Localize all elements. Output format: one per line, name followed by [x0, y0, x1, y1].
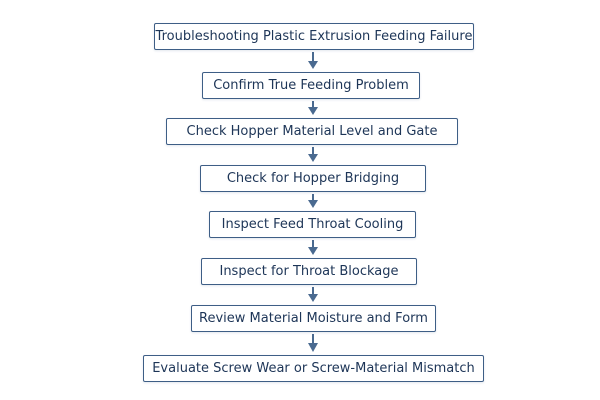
step-hopper-bridging-label: Check for Hopper Bridging — [226, 171, 400, 186]
arrow-4 — [308, 194, 318, 208]
step-hopper-level-label: Check Hopper Material Level and Gate — [186, 124, 438, 139]
step-hopper-bridging-box — [200, 165, 426, 192]
arrow-3 — [308, 147, 318, 162]
step-throat-cooling-label: Inspect Feed Throat Cooling — [221, 217, 404, 232]
step-confirm-feeding-label: Confirm True Feeding Problem — [213, 78, 409, 93]
step-material-moisture-label: Review Material Moisture and Form — [199, 311, 428, 326]
arrow-7 — [308, 334, 318, 352]
step-screw-wear-label: Evaluate Screw Wear or Screw-Material Mismatch — [152, 361, 475, 376]
arrow-6 — [308, 287, 318, 302]
step-title-box — [154, 23, 474, 50]
step-confirm-feeding-box — [202, 72, 420, 99]
arrow-2 — [308, 101, 318, 115]
step-screw-wear-box — [143, 355, 484, 382]
step-throat-blockage-box — [201, 258, 417, 285]
step-throat-blockage-label: Inspect for Throat Blockage — [219, 264, 399, 279]
step-title-label: Troubleshooting Plastic Extrusion Feeding Failure — [155, 29, 473, 44]
step-throat-cooling-box — [209, 211, 416, 238]
step-material-moisture-box — [191, 305, 436, 332]
step-hopper-level-box — [166, 118, 458, 145]
arrow-1 — [308, 52, 318, 69]
arrow-5 — [308, 240, 318, 255]
